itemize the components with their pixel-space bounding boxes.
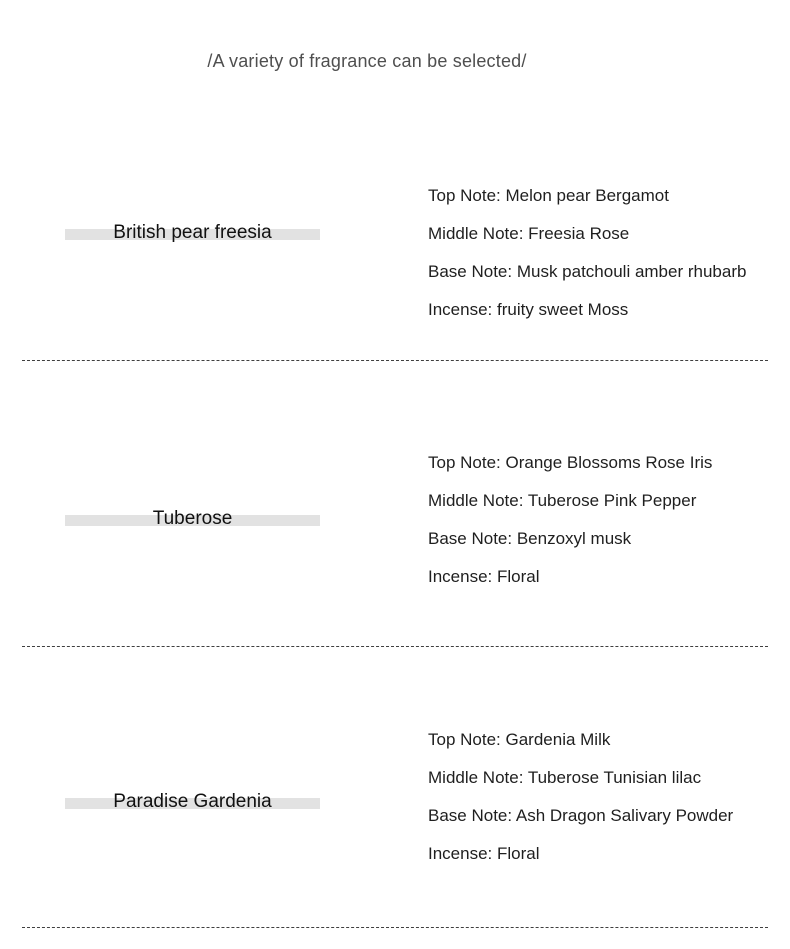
middle-note-line: Middle Note: Tuberose Tunisian lilac xyxy=(428,767,702,787)
fragrance-section-british-pear-freesia xyxy=(22,74,768,361)
page-title: /A variety of fragrance can be selected/ xyxy=(207,51,527,71)
fragrance-name xyxy=(65,789,320,814)
base-note-line: Base Note: Ash Dragon Salivary Powder xyxy=(428,805,734,825)
incense-line: Incense: Floral xyxy=(428,566,540,586)
base-note-line: Base Note: Benzoxyl musk xyxy=(428,528,632,548)
fragrance-section-paradise-gardenia xyxy=(22,647,768,928)
top-note-line: Top Note: Orange Blossoms Rose Iris xyxy=(428,452,713,472)
middle-note-line: Middle Note: Freesia Rose xyxy=(428,224,630,243)
fragrance-notes-column xyxy=(428,185,768,321)
fragrance-name-text: Paradise Gardenia xyxy=(113,791,272,812)
fragrance-name-column xyxy=(22,784,428,812)
incense-line: Incense: Floral xyxy=(428,843,540,863)
top-note-line: Top Note: Melon pear Bergamot xyxy=(428,186,669,205)
fragrance-notes-column xyxy=(428,729,768,865)
fragrance-name xyxy=(65,220,320,245)
top-note-line: Top Note: Gardenia Milk xyxy=(428,729,611,749)
fragrance-name-text: Tuberose xyxy=(152,508,233,529)
fragrance-name-column xyxy=(22,221,428,266)
fragrance-notes-column xyxy=(428,452,768,588)
fragrance-section-tuberose xyxy=(22,361,768,647)
fragrance-name xyxy=(65,506,320,531)
middle-note-line: Middle Note: Tuberose Pink Pepper xyxy=(428,490,697,510)
incense-line: Incense: fruity sweet Moss xyxy=(428,300,629,319)
base-note-line: Base Note: Musk patchouli amber rhubarb xyxy=(428,262,747,281)
fragrance-name-text: British pear freesia xyxy=(113,221,272,243)
fragrance-name-column xyxy=(22,507,428,532)
